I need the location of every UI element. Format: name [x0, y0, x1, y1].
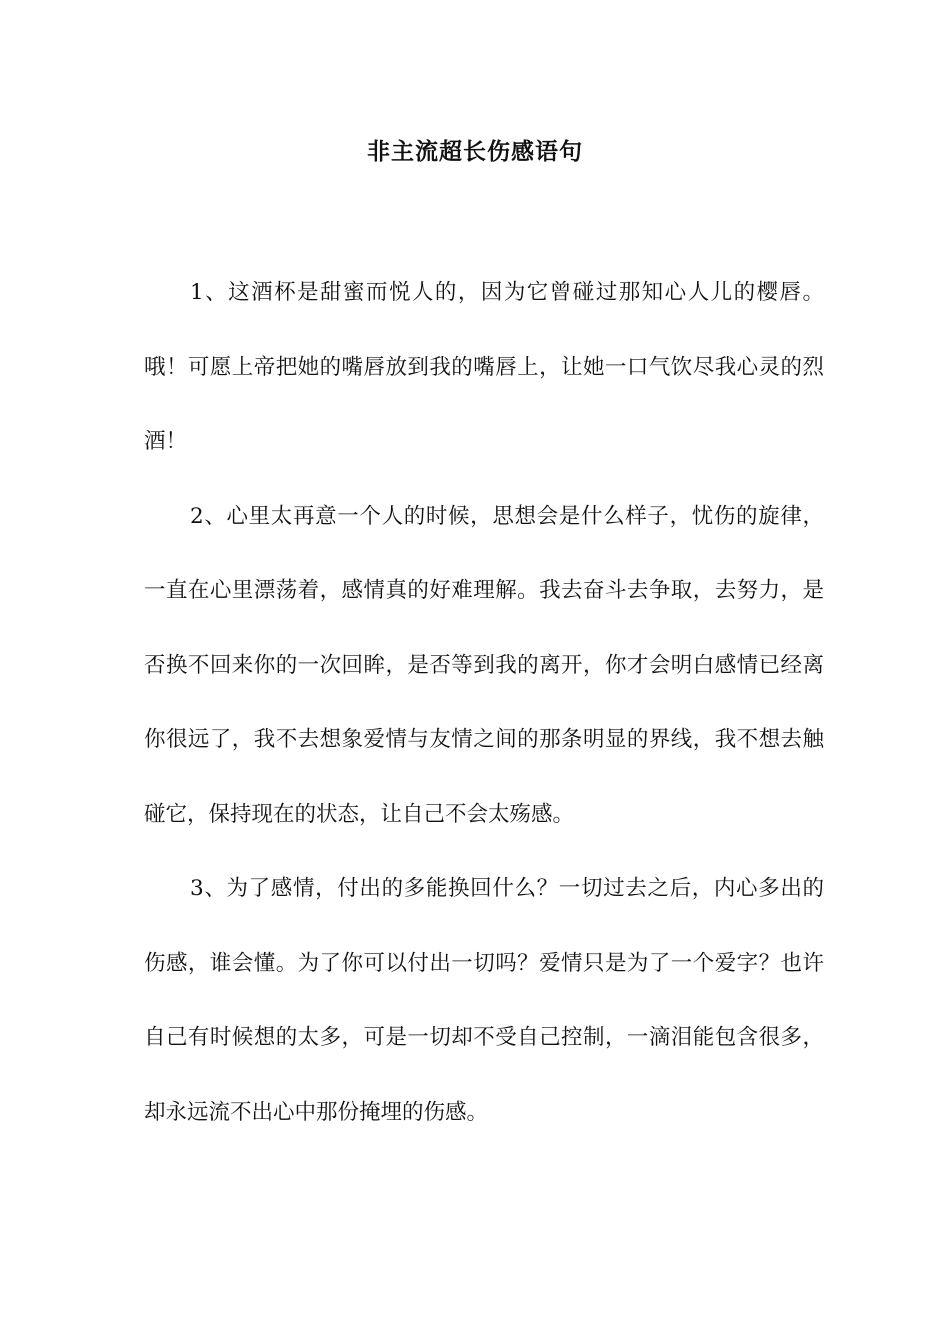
paragraph-3: 3、为了感情，付出的多能换回什么？一切过去之后，内心多出的伤感，谁会懂。为了你可以付出一切吗？爱情只是为了一个爱字？也许自己有时候想的太多，可是一切却不受自己控制，一滴泪能包含很多，却永远流不出心中那份掩埋的伤感。	[144, 876, 824, 1125]
document-title: 非主流超长伤感语句	[367, 139, 583, 165]
paragraph-1: 1、这酒杯是甜蜜而悦人的，因为它曾碰过那知心人儿的樱唇。哦！可愿上帝把她的嘴唇放到我的嘴唇上，让她一口气饮尽我心灵的烈酒！	[144, 280, 824, 454]
document-body	[144, 256, 824, 1150]
paragraph-2: 2、心里太再意一个人的时候，思想会是什么样子，忧伤的旋律，一直在心里漂荡着，感情真的好难理解。我去奋斗去争取，去努力，是否换不回来你的一次回眸，是否等到我的离开，你才会明白感情已经离你很远了，我不去想象爱情与友情之间的那条明显的界线，我不想去触碰它，保持现在的状态，让自己不会太殇感。	[144, 503, 824, 827]
